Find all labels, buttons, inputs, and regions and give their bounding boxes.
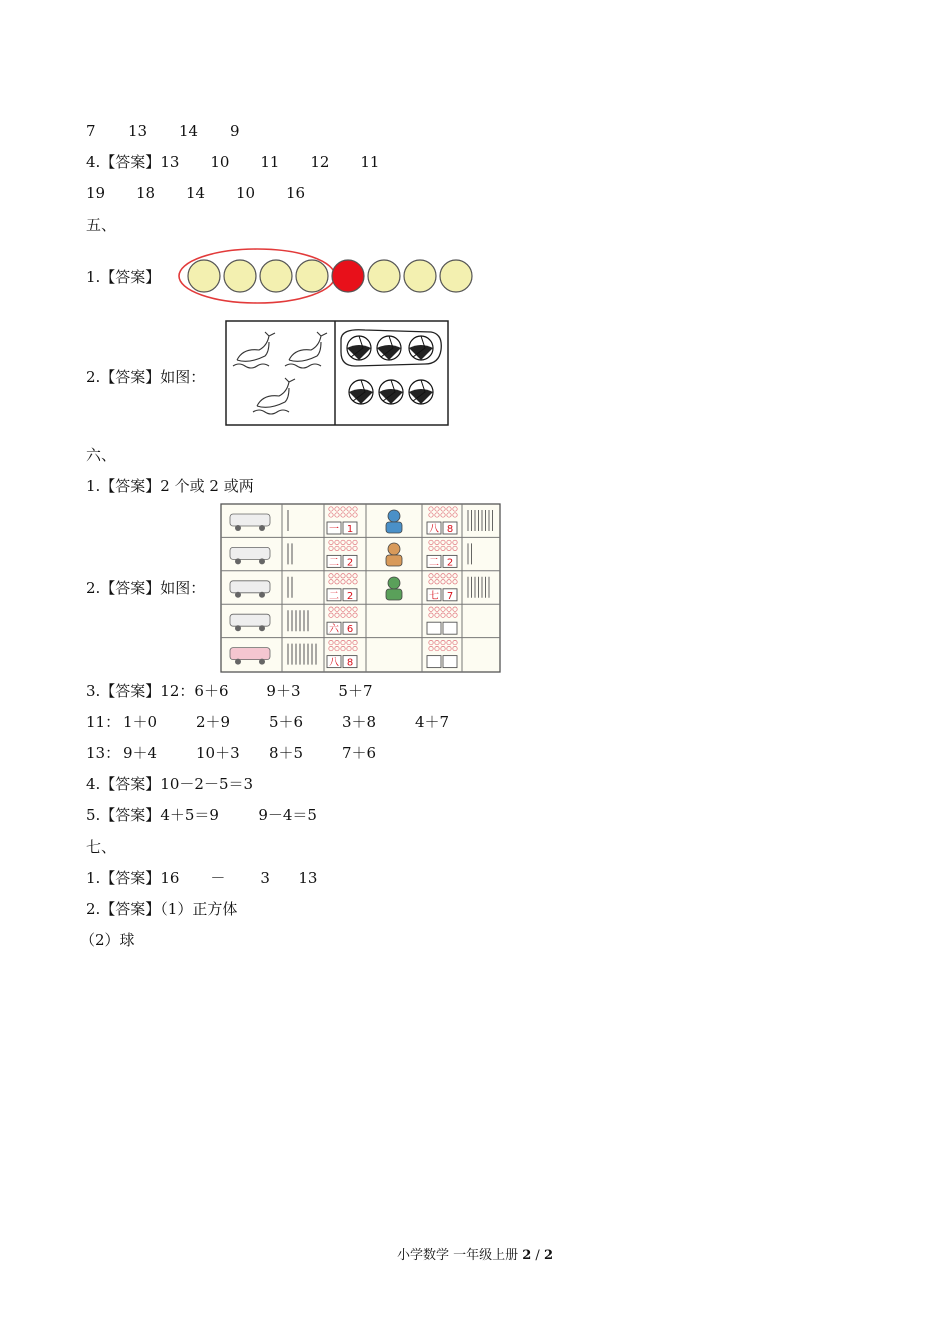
answer-label: 5.【答案】 [86, 806, 161, 824]
answer-label: 3.【答案】12： [86, 682, 195, 700]
value: 2＋9 [196, 713, 231, 731]
ball-icon [349, 380, 373, 404]
value: 12 [310, 153, 330, 171]
ball-icon [409, 380, 433, 404]
value: 4＋7 [415, 713, 450, 731]
section-six-q3-11 [86, 711, 449, 733]
chinese-numeral: 一 [329, 524, 339, 535]
circles-figure [175, 246, 475, 308]
chinese-numeral: 八 [329, 657, 339, 669]
value: 3＋8 [342, 713, 377, 731]
value: 3 [260, 869, 270, 887]
chinese-numeral: 七 [429, 590, 439, 602]
answer-label: 1.【答案】 [86, 869, 161, 887]
value: 13 [128, 122, 148, 140]
page-total: 2 [543, 1248, 553, 1263]
page-separator: / [531, 1248, 544, 1263]
value: 7＋6 [342, 744, 377, 762]
digit-numeral: 1 [346, 524, 354, 535]
value: 5＋7 [338, 682, 373, 700]
tally-marks [468, 577, 489, 598]
value: 4＋5＝9 [160, 806, 219, 824]
whales-balls-figure [225, 320, 449, 426]
value: 9 [230, 122, 240, 140]
value: 16 [286, 184, 306, 202]
value: 10 [210, 153, 230, 171]
circle [224, 260, 256, 292]
section-seven-heading: 七、 [86, 838, 117, 856]
ball-icon [409, 336, 433, 360]
section-six-q1: 1.【答案】2 个或 2 或两 [86, 477, 254, 495]
circle [404, 260, 436, 292]
digit-numeral: 6 [346, 624, 354, 636]
ball-icon [379, 380, 403, 404]
ball-icon [377, 336, 401, 360]
digit-numeral: 8 [446, 524, 454, 535]
page-number: 2 [522, 1248, 532, 1263]
ball-icon [347, 336, 371, 360]
value: 16 [160, 869, 180, 887]
value: 8＋5 [269, 744, 304, 762]
circle [368, 260, 400, 292]
chinese-numeral: 六 [329, 624, 339, 636]
answer-line-3 [86, 182, 305, 204]
section-six-q5 [86, 804, 317, 826]
chinese-numeral: 二 [329, 557, 339, 569]
answer-line-1 [86, 120, 240, 142]
section-six-q2: 2.【答案】如图： [86, 579, 206, 597]
value: 7 [86, 122, 96, 140]
section-six-q3 [86, 680, 373, 702]
value: 11 [260, 153, 280, 171]
value: 13 [160, 153, 180, 171]
section-five-heading: 五、 [86, 216, 117, 234]
chinese-numeral: 八 [429, 524, 439, 535]
section-seven-q1 [86, 867, 317, 889]
value: 1＋0 [123, 713, 158, 731]
section-five-q2: 2.【答案】如图： [86, 368, 206, 386]
highlighted-circle [332, 260, 364, 292]
chinese-numeral: 二 [329, 590, 339, 602]
value: 9＋3 [266, 682, 301, 700]
counting-table-figure [220, 503, 501, 673]
value: 10＋3 [196, 744, 240, 762]
circle [188, 260, 220, 292]
chinese-numeral: 二 [429, 557, 439, 569]
value: 11 [360, 153, 380, 171]
section-six-q4: 4.【答案】10－2－5＝3 [86, 775, 254, 793]
answer-label: 13： [86, 744, 121, 762]
section-five-q1: 1.【答案】 [86, 268, 161, 286]
answer-label: 4.【答案】 [86, 153, 161, 171]
section-six-q3-13 [86, 742, 376, 764]
digit-numeral: 7 [446, 590, 454, 602]
digit-numeral: 2 [346, 590, 354, 602]
section-six-heading: 六、 [86, 446, 117, 464]
digit-numeral: 2 [446, 557, 454, 569]
section-seven-q2b: （2）球 [80, 931, 135, 949]
footer-title: 小学数学 一年级上册 [396, 1248, 523, 1263]
circle [296, 260, 328, 292]
section-seven-q2: 2.【答案】（1）正方体 [86, 900, 238, 918]
value: 13 [298, 869, 318, 887]
value: 10 [236, 184, 256, 202]
value: 14 [179, 122, 199, 140]
value: 19 [86, 184, 106, 202]
value: － [210, 869, 226, 887]
digit-numeral: 2 [346, 557, 354, 569]
value: 6＋6 [194, 682, 229, 700]
value: 5＋6 [269, 713, 304, 731]
value: 9－4＝5 [258, 806, 317, 824]
circle [260, 260, 292, 292]
answer-line-2 [86, 151, 379, 173]
answer-label: 11： [86, 713, 121, 731]
value: 9＋4 [123, 744, 158, 762]
circle [440, 260, 472, 292]
value: 18 [136, 184, 156, 202]
value: 14 [186, 184, 206, 202]
page-footer [0, 1246, 950, 1266]
digit-numeral: 8 [346, 657, 354, 669]
